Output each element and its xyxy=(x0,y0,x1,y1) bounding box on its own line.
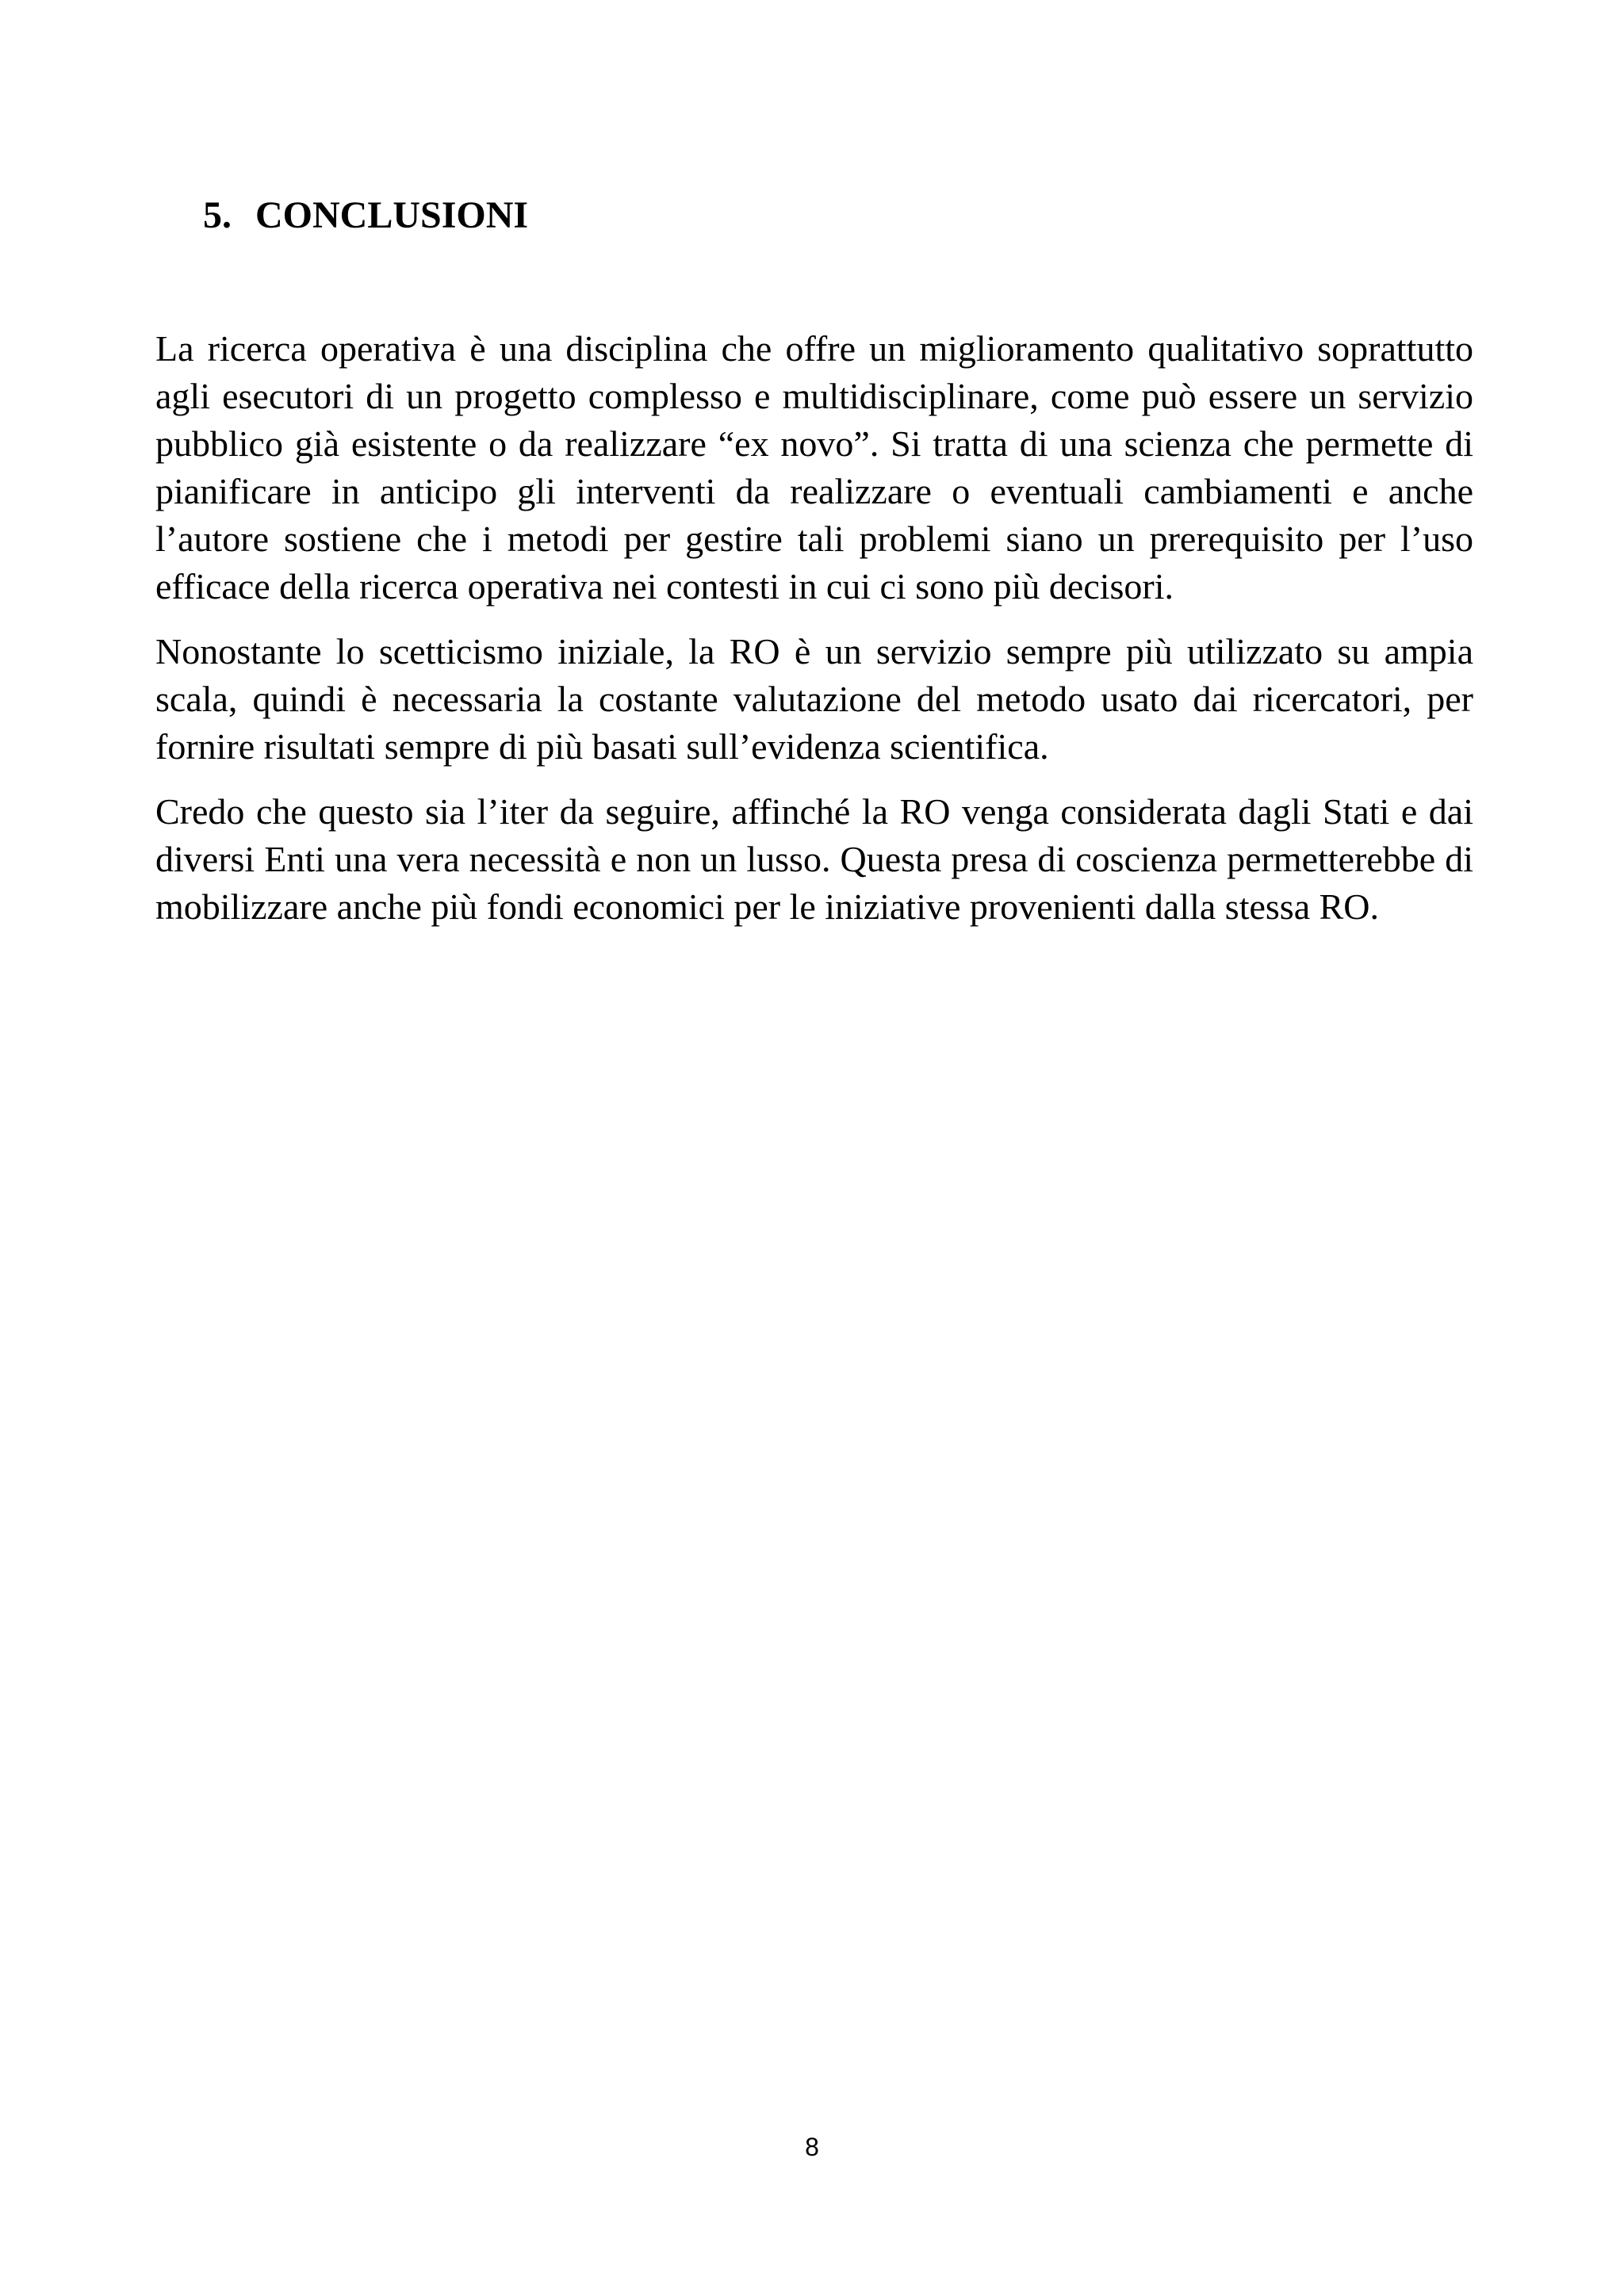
section-heading xyxy=(203,192,528,239)
section-number: 5. xyxy=(203,194,232,236)
page-number: 8 xyxy=(805,2133,819,2161)
paragraph-3: Credo che questo sia l’iter da seguire, affinché la RO venga considerata dagli Stati e dai diversi Enti una vera necessità e non un lusso. Questa presa di coscienza permetterebbe di mobilizzare anche più fondi economici per le iniziative provenienti dalla stessa RO. xyxy=(155,791,1473,927)
paragraph-2: Nonostante lo scetticismo iniziale, la RO è un servizio sempre più utilizzato su ampia scala, quindi è necessaria la costante valutazione del metodo usato dai ricercatori, per fornire risultati sempre di più basati sull’evidenza scientifica. xyxy=(155,631,1473,767)
paragraph-1: La ricerca operativa è una disciplina che offre un miglioramento qualitativo soprattutto agli esecutori di un progetto complesso e multidisciplinare, come può essere un servizio pubblico già esistente o da realizzare “ex novo”. Si tratta di una scienza che permette di pianificare in anticipo gli interventi da realizzare o eventuali cambiamenti e anche l’autore sostiene che i metodi per gestire tali problemi siano un prerequisito per l’uso efficace della ricerca operativa nei contesti in cui ci sono più decisori. xyxy=(155,328,1473,607)
body-text xyxy=(155,325,1473,948)
section-title: CONCLUSIONI xyxy=(255,194,529,236)
